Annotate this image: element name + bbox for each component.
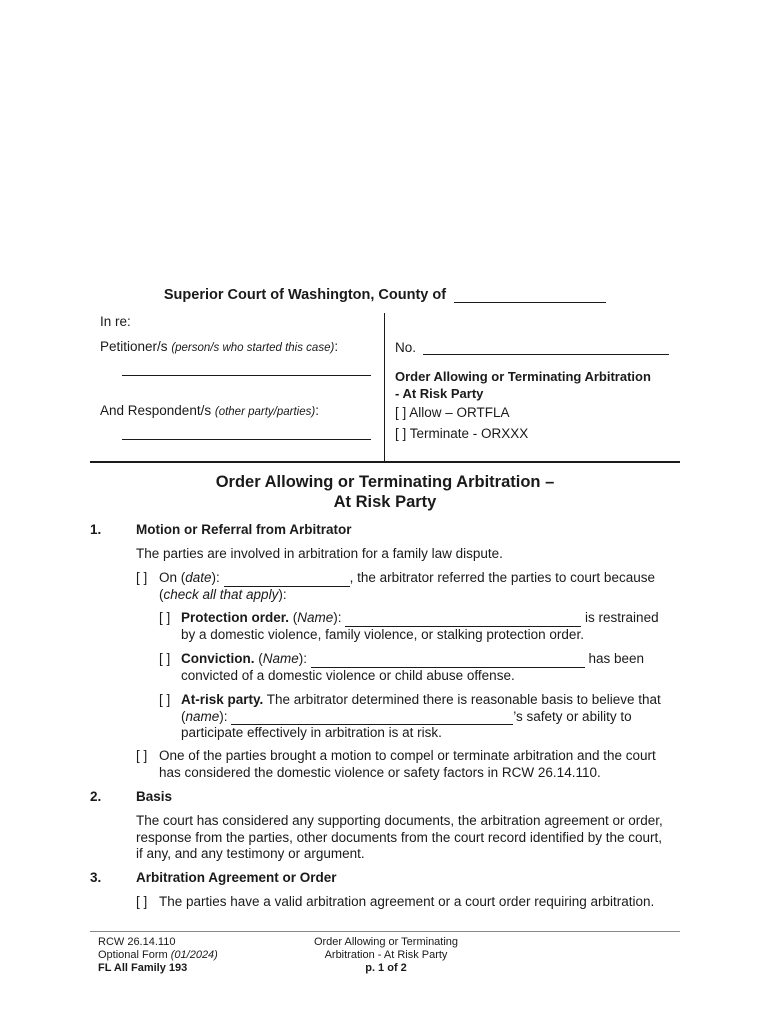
footer-rcw: RCW 26.14.110 [98, 936, 176, 948]
petitioner-hint: (person/s who started this case) [171, 342, 335, 354]
document-title-line2: At Risk Party [333, 493, 437, 511]
atrisk-open: ( [181, 708, 186, 724]
conviction-label: Conviction. [181, 651, 255, 666]
section-1-number: 1. [90, 522, 102, 537]
section-2-number: 2. [90, 789, 102, 804]
respondent-name-blank[interactable] [122, 439, 371, 440]
protection-rest: is restrained [581, 610, 659, 625]
footer-form-date: (01/2024) [170, 949, 218, 961]
section-2-body [136, 813, 681, 863]
conviction-item [181, 651, 681, 684]
county-blank[interactable] [454, 289, 606, 303]
conviction-line2: convicted of a domestic violence or child abuse offense. [181, 667, 515, 683]
atrisk-close: ): [219, 708, 232, 724]
document-title-line1: Order Allowing or Terminating Arbitration – [215, 473, 555, 491]
atrisk-item [181, 692, 681, 742]
protection-checkbox[interactable]: [ ] [159, 610, 171, 625]
referral-check-hint: check all that apply [163, 586, 279, 602]
footer-rule [90, 931, 680, 932]
conviction-close: ): [298, 651, 311, 666]
caption-bottom-rule [90, 461, 680, 463]
atrisk-line2-rest: ’s safety or ability to [513, 708, 632, 724]
respondent-hint: (other party/parties) [214, 406, 316, 418]
atrisk-name-hint: name [185, 708, 220, 724]
in-re-label: In re: [100, 314, 131, 329]
referral-date-hint: date [185, 570, 212, 585]
agreement-item: The parties have a valid arbitration agreement or a court order requiring arbitration. [159, 894, 655, 909]
conviction-checkbox[interactable]: [ ] [159, 651, 171, 666]
footer-page: p. 1 of 2 [365, 962, 407, 974]
conviction-name-blank[interactable] [311, 654, 585, 668]
petitioner-colon: : [334, 339, 339, 354]
document-title [0, 472, 770, 512]
referral-date-blank[interactable] [224, 573, 350, 587]
caption-divider [384, 313, 385, 461]
referral-after: ): [211, 570, 220, 585]
referral-close: ): [278, 586, 287, 602]
referral-open: ( [159, 586, 164, 602]
referral-rest: , the arbitrator referred the parties to court because [349, 570, 655, 585]
petitioner-label [100, 339, 338, 354]
referral-line2 [159, 587, 679, 604]
protection-line2: by a domestic violence, family violence, or stalking protection order. [181, 626, 584, 642]
conviction-line1 [181, 651, 681, 668]
footer-title-line1: Order Allowing or Terminating [313, 936, 459, 948]
form-title-line2: - At Risk Party [395, 386, 484, 401]
motion-checkbox[interactable]: [ ] [136, 748, 148, 763]
form-title-line1: Order Allowing or Terminating Arbitration [395, 369, 651, 384]
conviction-name-hint: Name [262, 651, 299, 666]
footer-left [98, 936, 218, 975]
atrisk-label: At-risk party. [181, 692, 264, 707]
respondent-label-text: And Respondent/s [100, 403, 212, 418]
protection-name-blank[interactable] [345, 613, 581, 627]
case-number [395, 340, 669, 355]
respondent-label [100, 403, 319, 418]
protection-close: ): [333, 610, 346, 625]
footer-form-id: FL All Family 193 [98, 962, 188, 974]
motion-line1: One of the parties brought a motion to compel or terminate arbitration and the court [159, 748, 656, 763]
footer-title-line2: Arbitration - At Risk Party [324, 949, 448, 961]
protection-item [181, 610, 681, 643]
option-allow[interactable]: [ ] Allow – ORTFLA [395, 405, 510, 420]
section-1-intro: The parties are involved in arbitration for a family law dispute. [136, 546, 503, 561]
motion-item [159, 748, 679, 781]
court-title-text: Superior Court of Washington, County of [163, 287, 447, 303]
atrisk-rest: The arbitrator determined there is reasonable basis to believe that [263, 692, 661, 707]
section-1-heading: Motion or Referral from Arbitrator [136, 522, 352, 537]
atrisk-name-blank[interactable] [231, 711, 513, 725]
agreement-checkbox[interactable]: [ ] [136, 894, 148, 909]
option-terminate[interactable]: [ ] Terminate - ORXXX [395, 426, 529, 441]
section-2-line2: response from the parties, other documents from the court record identified by the court, [136, 829, 663, 845]
court-title [0, 287, 770, 303]
section-2-heading: Basis [136, 789, 173, 804]
section-2-line1: The court has considered any supporting documents, the arbitration agreement or order, [136, 813, 663, 828]
footer-center [286, 936, 486, 975]
protection-name-hint: Name [297, 610, 334, 625]
referral-on: On ( [159, 570, 186, 585]
atrisk-line2 [181, 709, 681, 726]
section-3-number: 3. [90, 870, 102, 885]
respondent-colon: : [315, 403, 319, 418]
case-number-label: No. [395, 340, 417, 355]
referral-line1 [159, 570, 679, 587]
protection-open: ( [289, 610, 298, 625]
conviction-rest: has been [584, 651, 645, 666]
referral-item [159, 570, 679, 603]
petitioner-label-text: Petitioner/s [100, 339, 168, 354]
atrisk-checkbox[interactable]: [ ] [159, 692, 171, 707]
conviction-open: ( [254, 651, 263, 666]
protection-line1 [181, 610, 681, 627]
footer-optional-label: Optional Form [98, 949, 171, 961]
referral-checkbox[interactable]: [ ] [136, 570, 148, 585]
footer-optional-form [98, 949, 218, 962]
motion-line2: has considered the domestic violence or safety factors in RCW 26.14.110. [159, 764, 601, 780]
atrisk-line3: participate effectively in arbitration is at risk. [181, 725, 442, 740]
protection-label: Protection order. [181, 610, 290, 625]
petitioner-name-blank[interactable] [122, 375, 371, 376]
atrisk-line1 [181, 692, 681, 709]
section-2-line3: if any, and any testimony or argument. [136, 846, 365, 861]
section-3-heading: Arbitration Agreement or Order [136, 870, 337, 885]
case-number-blank[interactable] [423, 341, 669, 355]
